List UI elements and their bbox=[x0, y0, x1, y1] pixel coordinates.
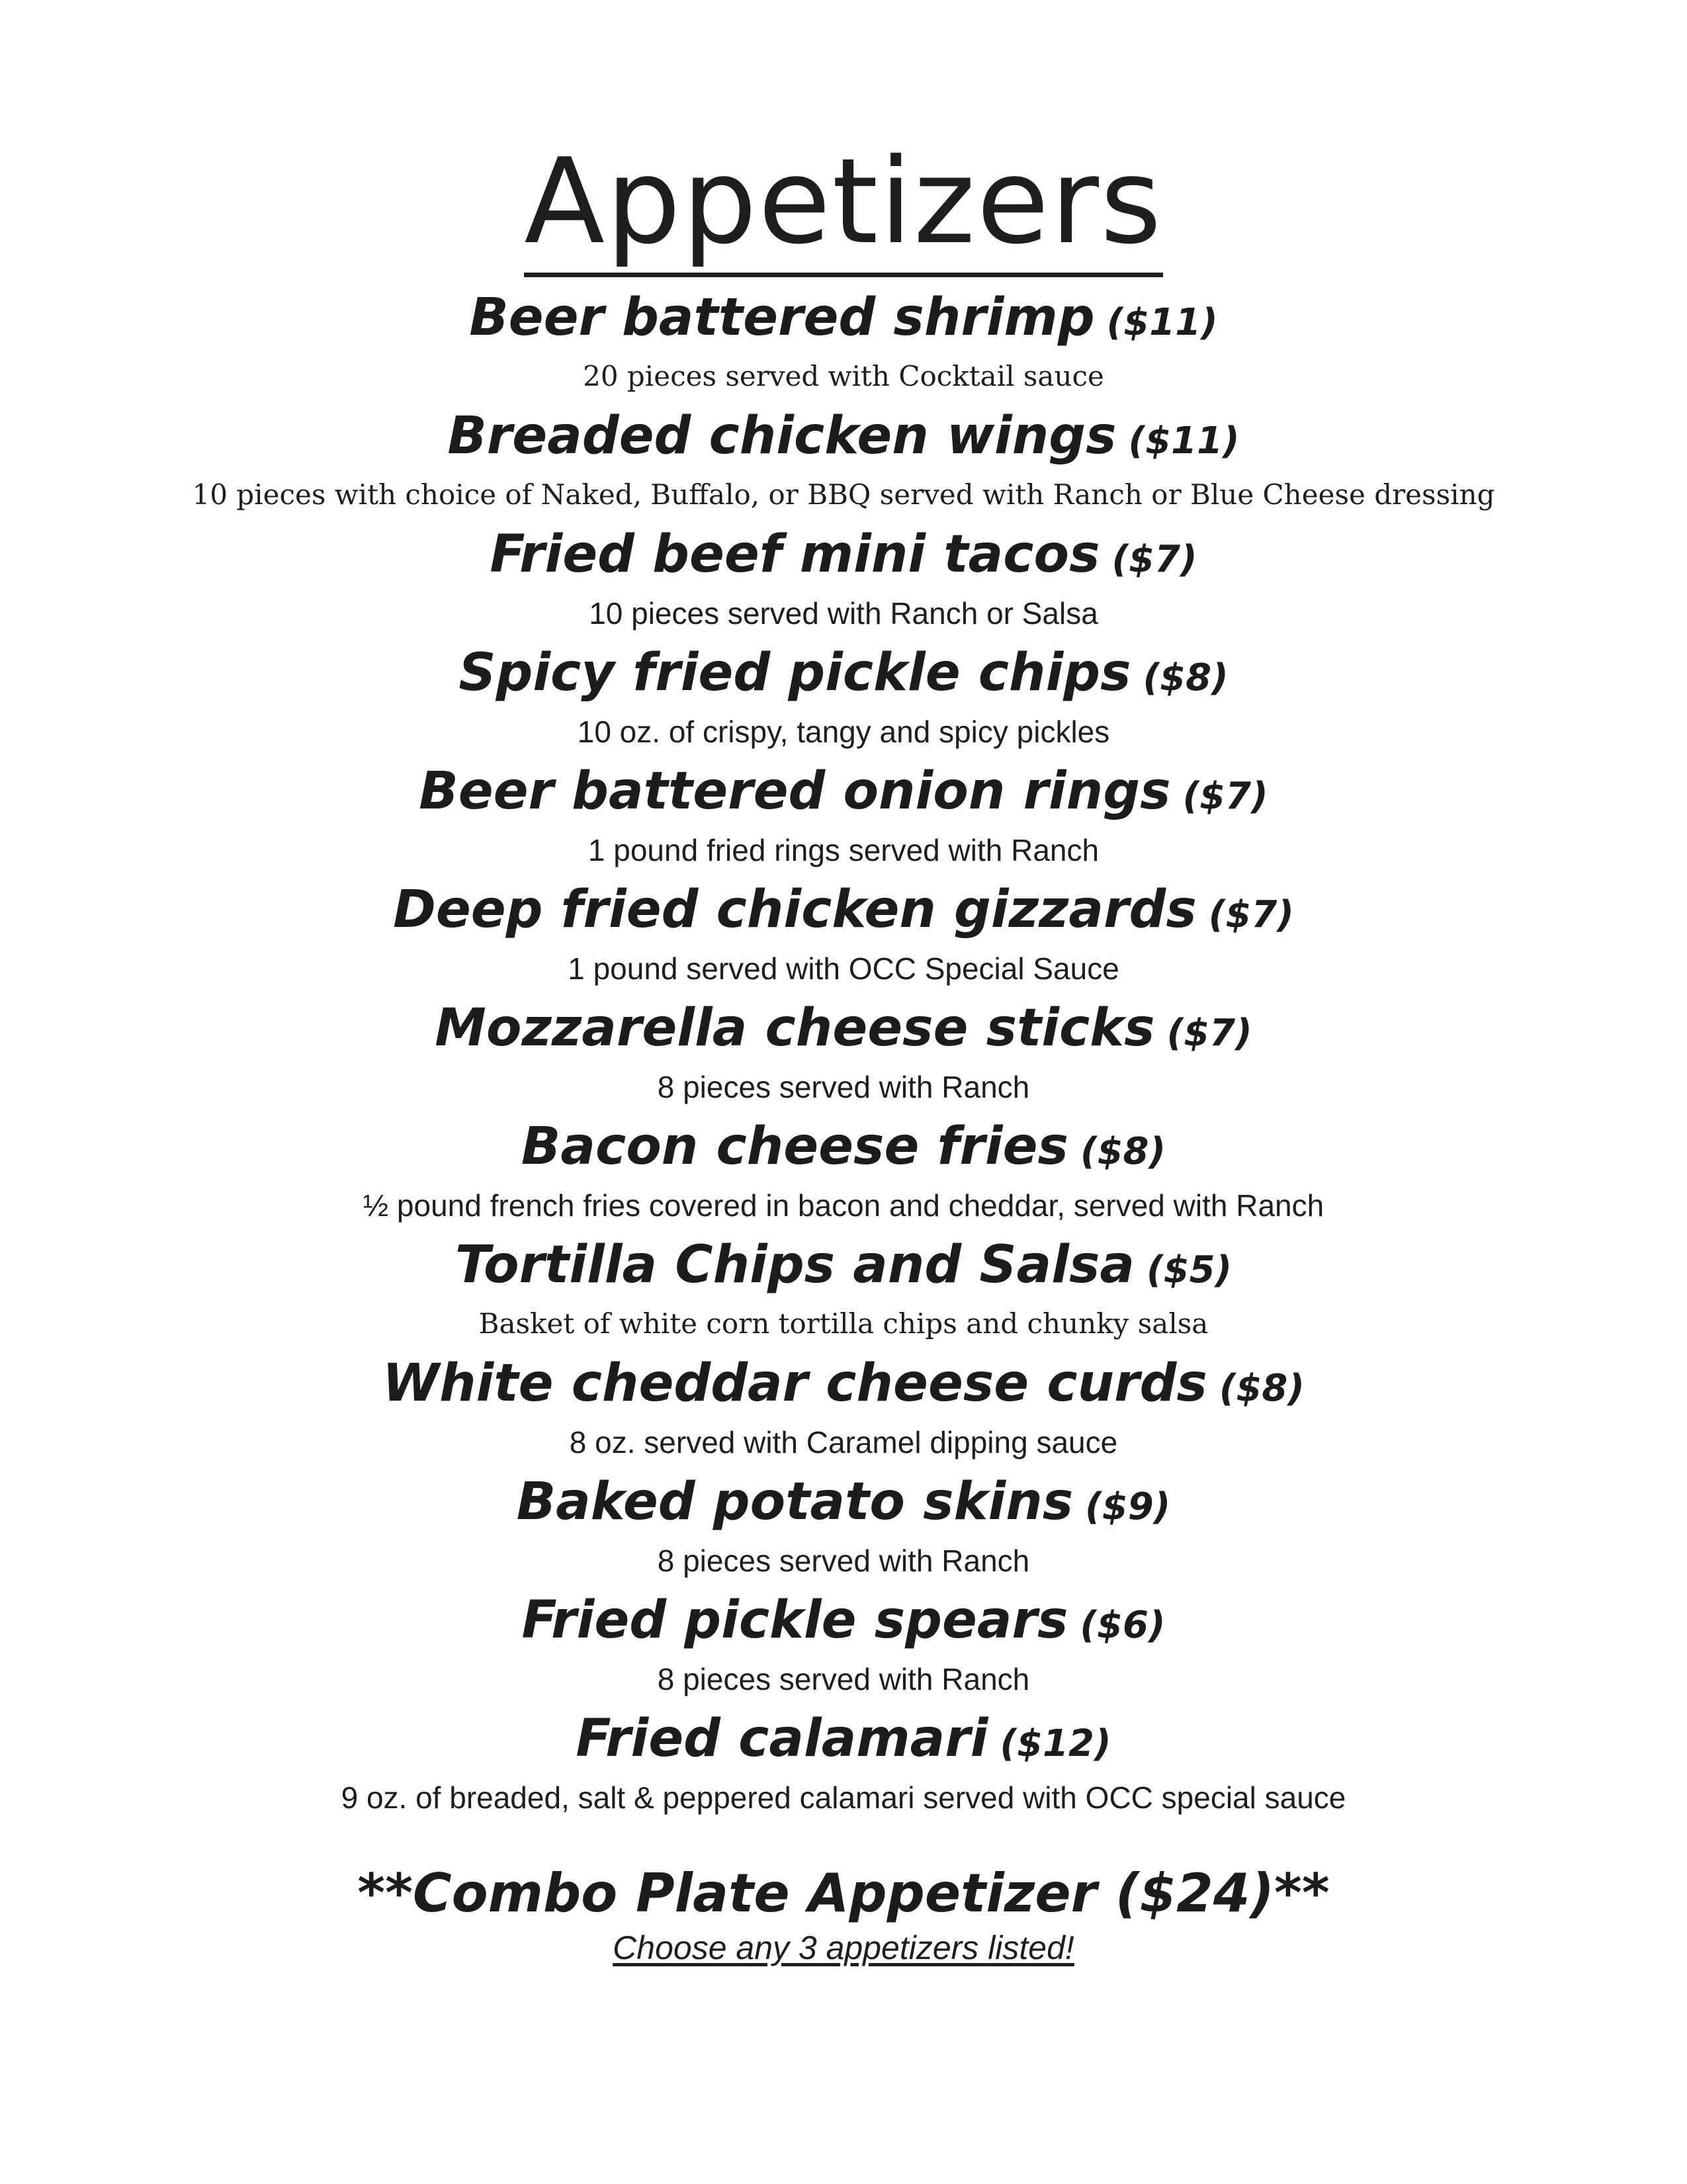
menu-item-name: Tortilla Chips and Salsa bbox=[454, 1235, 1135, 1295]
menu-item-price: ($12) bbox=[1000, 1722, 1111, 1765]
menu-item-name: White cheddar cheese curds bbox=[382, 1354, 1207, 1413]
menu-item bbox=[0, 284, 1687, 403]
menu-item-heading bbox=[0, 284, 1687, 356]
menu-item bbox=[0, 1469, 1687, 1587]
menu-item-price: ($7) bbox=[1208, 893, 1294, 936]
menu-item-description: 8 pieces served with Ranch bbox=[657, 1662, 1030, 1696]
combo-subtitle: Choose any 3 appetizers listed! bbox=[613, 1929, 1074, 1966]
appetizer-list bbox=[0, 284, 1687, 1824]
menu-item-price: ($7) bbox=[1182, 775, 1268, 818]
menu-item-heading bbox=[0, 521, 1687, 593]
menu-item-heading bbox=[0, 640, 1687, 711]
menu-item-heading bbox=[0, 758, 1687, 830]
menu-item-price: ($8) bbox=[1143, 656, 1229, 699]
menu-item bbox=[0, 403, 1687, 521]
menu-item bbox=[0, 1706, 1687, 1824]
menu-item-price: ($8) bbox=[1080, 1130, 1166, 1173]
menu-item-description: Basket of white corn tortilla chips and chunky salsa bbox=[478, 1307, 1209, 1340]
menu-item bbox=[0, 521, 1687, 640]
menu-item-description: 1 pound served with OCC Special Sauce bbox=[568, 951, 1119, 986]
menu-item-heading bbox=[0, 877, 1687, 948]
menu-item-name: Deep fried chicken gizzards bbox=[393, 880, 1197, 939]
menu-item-heading bbox=[0, 403, 1687, 474]
page-title bbox=[0, 133, 1687, 270]
menu-item-description: 8 pieces served with Ranch bbox=[657, 1070, 1030, 1104]
menu-item bbox=[0, 877, 1687, 995]
menu-item-name: Fried pickle spears bbox=[521, 1591, 1068, 1650]
menu-item-name: Beer battered shrimp bbox=[469, 288, 1095, 347]
menu-item-description: 8 oz. served with Caramel dipping sauce bbox=[569, 1425, 1118, 1460]
menu-item-name: Baked potato skins bbox=[516, 1472, 1074, 1532]
menu-item-heading bbox=[0, 1114, 1687, 1185]
menu-item-price: ($5) bbox=[1146, 1248, 1233, 1291]
menu-item bbox=[0, 1587, 1687, 1706]
menu-item-description: 10 pieces served with Ranch or Salsa bbox=[589, 596, 1098, 631]
menu-item-description: 1 pound fried rings served with Ranch bbox=[587, 833, 1100, 867]
menu-item bbox=[0, 640, 1687, 758]
menu-item-name: Breaded chicken wings bbox=[447, 406, 1117, 466]
menu-item-name: Fried calamari bbox=[576, 1709, 988, 1769]
menu-item-heading bbox=[0, 995, 1687, 1067]
menu-item-price: ($11) bbox=[1128, 419, 1240, 462]
menu-item-description: 10 pieces with choice of Naked, Buffalo, or BBQ served with Ranch or Blue Cheese dressing bbox=[192, 478, 1495, 511]
combo-section bbox=[0, 1860, 1687, 1969]
page-title-text: Appetizers bbox=[524, 133, 1162, 277]
menu-item-price: ($7) bbox=[1111, 538, 1197, 581]
menu-item bbox=[0, 995, 1687, 1114]
menu-item-heading bbox=[0, 1706, 1687, 1777]
menu-item-price: ($7) bbox=[1166, 1012, 1252, 1055]
menu-item-name: Fried beef mini tacos bbox=[490, 525, 1100, 584]
menu-item bbox=[0, 1232, 1687, 1350]
menu-item-heading bbox=[0, 1587, 1687, 1659]
menu-item-description: 9 oz. of breaded, salt & peppered calamari served with OCC special sauce bbox=[341, 1780, 1346, 1815]
menu-item bbox=[0, 758, 1687, 877]
menu-item-description: 10 oz. of crispy, tangy and spicy pickles bbox=[577, 715, 1110, 749]
menu-item bbox=[0, 1350, 1687, 1469]
menu-item-name: Beer battered onion rings bbox=[419, 762, 1171, 821]
menu-item-heading bbox=[0, 1469, 1687, 1540]
menu-item bbox=[0, 1114, 1687, 1232]
menu-item-price: ($11) bbox=[1106, 301, 1218, 344]
menu-item-price: ($9) bbox=[1085, 1485, 1171, 1528]
menu-item-heading bbox=[0, 1232, 1687, 1303]
menu-item-description: 20 pieces served with Cocktail sauce bbox=[583, 360, 1104, 392]
menu-item-price: ($6) bbox=[1080, 1604, 1166, 1647]
menu-item-name: Spicy fried pickle chips bbox=[458, 643, 1131, 703]
menu-item-price: ($8) bbox=[1219, 1367, 1305, 1410]
menu-item-name: Mozzarella cheese sticks bbox=[435, 998, 1155, 1058]
menu-item-description: ½ pound french fries covered in bacon and cheddar, served with Ranch bbox=[363, 1188, 1324, 1223]
menu-item-description: 8 pieces served with Ranch bbox=[657, 1544, 1030, 1578]
menu-item-name: Bacon cheese fries bbox=[521, 1117, 1068, 1176]
menu-item-heading bbox=[0, 1350, 1687, 1422]
combo-title: **Combo Plate Appetizer ($24)** bbox=[357, 1862, 1330, 1924]
